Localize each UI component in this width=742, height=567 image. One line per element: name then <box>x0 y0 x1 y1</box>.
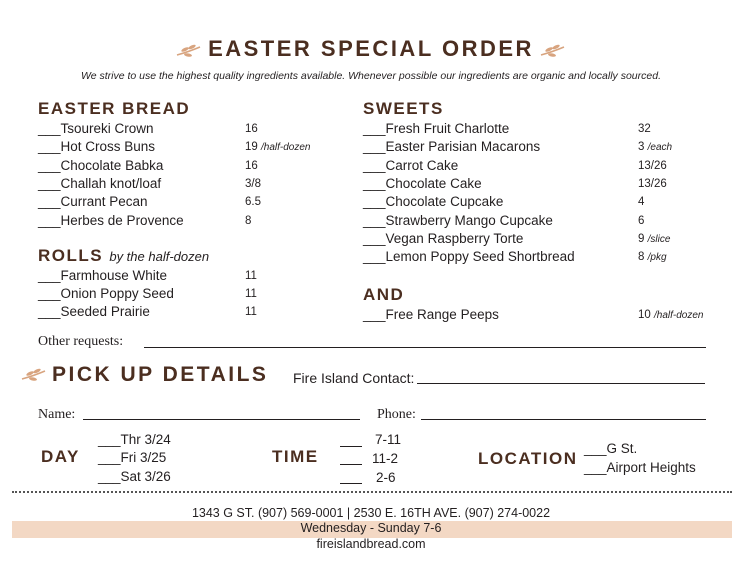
name-label: Name: <box>38 407 76 422</box>
extra-price <box>638 309 703 321</box>
easter-bread-heading: EASTER BREAD <box>38 99 191 118</box>
price-unit: /pkg <box>647 252 667 263</box>
roll-price: 11 <box>245 270 257 282</box>
roll-price: 11 <box>245 288 257 300</box>
phone-field[interactable] <box>421 419 706 420</box>
price-value: 3 <box>638 141 645 153</box>
roll-item[interactable]: ___Farmhouse White <box>38 268 168 283</box>
divider <box>12 491 732 493</box>
bread-item[interactable]: ___Currant Pecan <box>38 194 148 209</box>
time-option: 7-11 <box>375 432 402 447</box>
price-value: 9 <box>638 233 645 245</box>
roll-price: 11 <box>245 306 257 318</box>
footer-website[interactable]: fireislandbread.com <box>316 537 426 551</box>
bread-item[interactable]: ___Challah knot/loaf <box>38 176 162 191</box>
price-value: 10 <box>638 309 651 321</box>
wheat-sprig-icon <box>20 367 48 381</box>
page-title <box>0 36 742 62</box>
sweet-price: 32 <box>638 123 651 135</box>
bread-price: 8 <box>245 215 252 227</box>
time-option: 11-2 <box>372 451 399 466</box>
bread-item[interactable]: ___Tsoureki Crown <box>38 121 154 136</box>
sweet-item[interactable]: ___Fresh Fruit Charlotte <box>363 121 510 136</box>
footer-hours: Wednesday - Sunday 7-6 <box>300 521 442 535</box>
price-value: 8 <box>638 251 645 263</box>
rolls-heading-text: ROLLS <box>38 246 104 265</box>
sweet-item[interactable]: ___Vegan Raspberry Torte <box>363 231 524 246</box>
day-option[interactable]: ___Sat 3/26 <box>98 469 171 484</box>
sweet-price <box>638 251 667 263</box>
sweet-item[interactable]: ___Carrot Cake <box>363 158 459 173</box>
bread-price: 16 <box>245 123 258 135</box>
price-unit: /half-dozen <box>654 310 704 321</box>
bread-item[interactable]: ___Hot Cross Buns <box>38 139 156 154</box>
sweet-price: 13/26 <box>638 178 667 190</box>
bread-price: 6.5 <box>245 196 261 208</box>
time-blank[interactable] <box>340 464 362 465</box>
price-unit: /half-dozen <box>261 142 311 153</box>
wheat-sprig-icon <box>540 43 566 57</box>
extra-item[interactable]: ___Free Range Peeps <box>363 307 499 322</box>
other-requests-field[interactable] <box>144 347 706 348</box>
location-option[interactable]: ___Airport Heights <box>584 460 696 475</box>
sweet-price: 4 <box>638 196 645 208</box>
price-unit: /slice <box>647 234 671 245</box>
sweet-item[interactable]: ___Easter Parisian Macarons <box>363 139 541 154</box>
bread-item[interactable]: ___Chocolate Babka <box>38 158 164 173</box>
rolls-subheading: by the half-dozen <box>109 249 210 264</box>
roll-item[interactable]: ___Seeded Prairie <box>38 304 150 319</box>
bread-price: 16 <box>245 160 258 172</box>
sweet-price <box>638 233 670 245</box>
time-label: TIME <box>272 447 319 466</box>
sweets-heading: SWEETS <box>363 99 444 118</box>
title-text: EASTER SPECIAL ORDER <box>208 36 534 61</box>
sweet-item[interactable]: ___Chocolate Cupcake <box>363 194 504 209</box>
contact-field[interactable] <box>417 383 705 384</box>
price-unit: /each <box>647 142 673 153</box>
phone-label: Phone: <box>377 407 416 422</box>
day-label: DAY <box>41 447 80 466</box>
other-requests-label: Other requests: <box>38 334 124 349</box>
location-label: LOCATION <box>478 449 578 468</box>
sweet-price: 6 <box>638 215 645 227</box>
time-option: 2-6 <box>376 470 396 485</box>
day-option[interactable]: ___Fri 3/25 <box>98 450 167 465</box>
price-value: 19 <box>245 141 258 153</box>
sweet-price: 13/26 <box>638 160 667 172</box>
sweet-item[interactable]: ___Strawberry Mango Cupcake <box>363 213 553 228</box>
footer-addresses: 1343 G ST. (907) 569-0001 | 2530 E. 16TH AVE. (907) 274-0022 <box>191 506 551 520</box>
contact-label: Fire Island Contact: <box>293 370 415 386</box>
bread-item[interactable]: ___Herbes de Provence <box>38 213 184 228</box>
location-option[interactable]: ___G St. <box>584 441 638 456</box>
time-blank[interactable] <box>340 446 362 447</box>
sweet-item[interactable]: ___Chocolate Cake <box>363 176 482 191</box>
name-field[interactable] <box>83 419 360 420</box>
bread-price: 3/8 <box>245 178 261 190</box>
pickup-heading: PICK UP DETAILS <box>52 363 269 386</box>
sweet-item[interactable]: ___Lemon Poppy Seed Shortbread <box>363 249 575 264</box>
bread-price <box>245 141 310 153</box>
day-option[interactable]: ___Thr 3/24 <box>98 432 171 447</box>
and-heading: AND <box>363 285 405 304</box>
roll-item[interactable]: ___Onion Poppy Seed <box>38 286 174 301</box>
intro-text: We strive to use the highest quality ingredients available. Whenever possible our ingredients are organic and locally sourced. <box>81 70 661 82</box>
time-blank[interactable] <box>340 483 362 484</box>
sweet-price <box>638 141 672 153</box>
wheat-sprig-icon <box>176 43 202 57</box>
rolls-heading <box>38 246 209 266</box>
